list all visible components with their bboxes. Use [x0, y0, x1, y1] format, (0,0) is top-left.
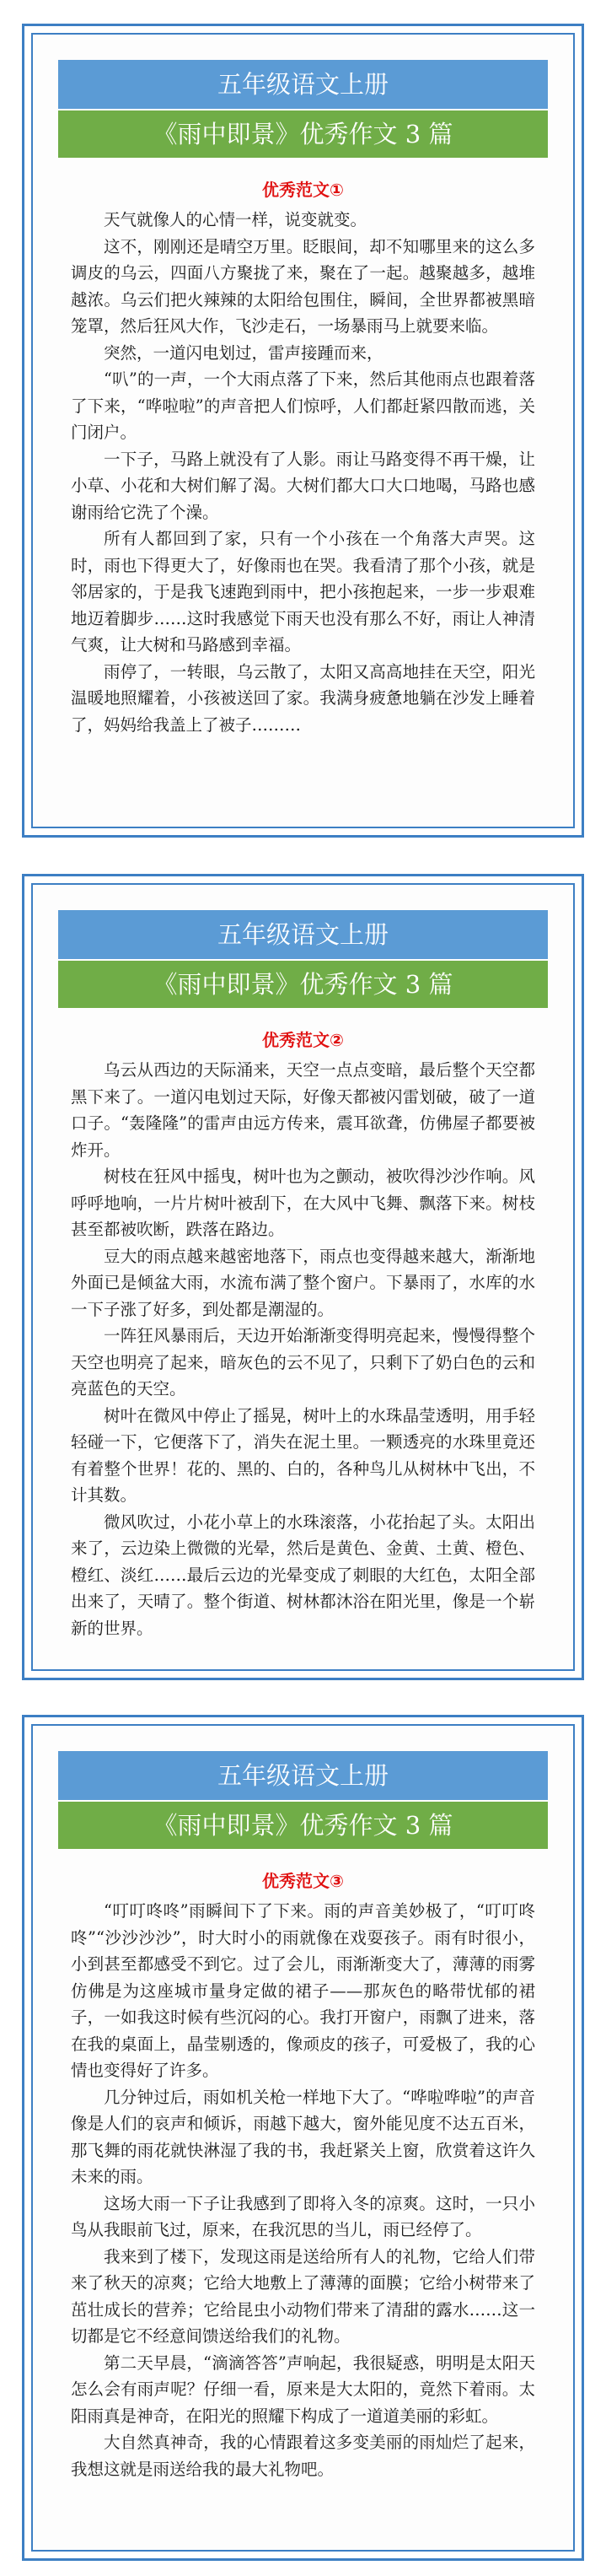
essay-paragraph: 所有人都回到了家，只有一个小孩在一个角落大声哭。这时，雨也下得更大了，好像雨也在哭。我看清了那个小孩，就是邻居家的，于是我飞速跑到雨中，把小孩抱起来，一步一步艰难地迈着脚步……这时我感觉下雨天也没有那么不好，雨让人神清气爽，让大树和马路感到幸福。 — [71, 529, 535, 655]
essay-paragraph: “叭”的一声，一个大雨点落了下来，然后其他雨点也跟着落了下来，“哗啦啦”的声音把人们惊呼，人们都赶紧四散而逃，关门闭户。 — [71, 369, 535, 442]
essay-paragraph: 这场大雨一下子让我感到了即将入冬的凉爽。这时，一只小鸟从我眼前飞过，原来，在我沉思的当儿，雨已经停了。 — [71, 2193, 535, 2239]
essay-card-2 — [22, 874, 584, 1680]
essay-paragraph: 突然，一道闪电划过，雷声接踵而来， — [104, 342, 383, 363]
essay-subtitle: 优秀范文① — [262, 180, 344, 200]
essay-body — [71, 1898, 535, 2482]
essay-paragraph: 这不，刚刚还是晴空万里。眨眼间，却不知哪里来的这么多调皮的乌云，四面八方聚拢了来，聚在了一起。越聚越多，越堆越浓。乌云们把火辣辣的太阳给包围住，瞬间，全世界都被黑暗笼罩，然后狂风大作，飞沙走石，一场暴雨马上就要来临。 — [71, 236, 535, 336]
essay-title-header: 《雨中即景》优秀作文 3 篇 — [58, 1802, 548, 1849]
grade-header: 五年级语文上册 — [58, 1751, 548, 1800]
grade-header: 五年级语文上册 — [58, 60, 548, 109]
essay-subtitle: 优秀范文③ — [262, 1871, 344, 1891]
essay-paragraph: “叮叮咚咚”雨瞬间下了下来。雨的声音美妙极了，“叮叮咚咚”“沙沙沙沙”，时大时小的雨就像在戏耍孩子。雨有时很小，小到甚至都感受不到它。过了会儿，雨渐渐变大了，薄薄的雨雾仿佛是为这座城市量身定做的裙子——那灰色的略带忧郁的裙子，一如我这时候有些沉闷的心。我打开窗户，雨飘了进来，落在我的桌面上，晶莹剔透的，像顽皮的孩子，可爱极了，我的心情也变得好了许多。 — [71, 1901, 535, 2080]
essay-paragraph: 我来到了楼下，发现这雨是送给所有人的礼物，它给人们带来了秋天的凉爽；它给大地敷上了薄薄的面膜；它给小树带来了茁壮成长的营养；它给昆虫小动物们带来了清甜的露水……这一切都是它不经意间馈送给我们的礼物。 — [71, 2246, 535, 2346]
essay-paragraph: 天气就像人的心情一样，说变就变。 — [104, 210, 367, 229]
grade-header: 五年级语文上册 — [58, 910, 548, 959]
essay-paragraph: 微风吹过，小花小草上的水珠滚落，小花抬起了头。太阳出来了，云边染上微微的光晕，然后是黄色、金黄、土黄、橙色、橙红、淡红……最后云边的光晕变成了刺眼的大红色，太阳全部出来了，天晴了。整个街道、树林都沐浴在阳光里，像是一个崭新的世界。 — [71, 1512, 535, 1638]
essay-paragraph: 乌云从西边的天际涌来，天空一点点变暗，最后整个天空都黑下来了。一道闪电划过天际，好像天都被闪雷划破，破了一道口子。“轰隆隆”的雷声由远方传来，震耳欲聋，仿佛屋子都要被炸开。 — [71, 1060, 535, 1160]
essay-paragraph: 树叶在微风中停止了摇晃，树叶上的水珠晶莹透明，用手轻轻碰一下，它便落下了，消失在泥土里。一颗透亮的水珠里竟还有着整个世界！花的、黑的、白的，各种鸟儿从树林中飞出，不计其数。 — [71, 1405, 535, 1505]
essay-paragraph: 大自然真神奇，我的心情跟着这多变美丽的雨灿烂了起来，我想这就是雨送给我的最大礼物吧。 — [71, 2433, 535, 2479]
essay-card-3 — [22, 1715, 584, 2561]
essay-body — [71, 207, 535, 738]
essay-paragraph: 树枝在狂风中摇曳，树叶也为之颤动，被吹得沙沙作响。风呼呼地响，一片片树叶被刮下，在大风中飞舞、飘落下来。树枝甚至都被吹断，跌落在路边。 — [71, 1167, 535, 1239]
essay-paragraph: 一下子，马路上就没有了人影。雨让马路变得不再干燥，让小草、小花和大树们解了渴。大树们都大口大口地喝，马路也感谢雨给它洗了个澡。 — [71, 449, 535, 522]
essay-paragraph: 几分钟过后，雨如机关枪一样地下大了。“哗啦哗啦”的声音像是人们的哀声和倾诉，雨越下越大，窗外能见度不达五百米，那飞舞的雨花就快淋湿了我的书，我赶紧关上窗，欣赏着这许久未来的雨。 — [71, 2087, 535, 2186]
essay-body — [71, 1057, 535, 1641]
essay-paragraph: 一阵狂风暴雨后，天边开始渐渐变得明亮起来，慢慢得整个天空也明亮了起来，暗灰色的云不见了，只剩下了奶白色的云和亮蓝色的天空。 — [71, 1326, 535, 1398]
essay-title-header: 《雨中即景》优秀作文 3 篇 — [58, 110, 548, 158]
essay-subtitle: 优秀范文② — [262, 1030, 344, 1050]
essay-paragraph: 豆大的雨点越来越密地落下，雨点也变得越来越大，渐渐地外面已是倾盆大雨，水流布满了整个窗户。下暴雨了，水库的水一下子涨了好多，到处都是潮湿的。 — [71, 1246, 535, 1319]
essay-paragraph: 第二天早晨，“滴滴答答”声响起，我很疑惑，明明是太阳天怎么会有雨声呢？仔细一看，原来是大太阳的，竟然下着雨。太阳雨真是神奇，在阳光的照耀下构成了一道道美丽的彩虹。 — [71, 2352, 535, 2426]
essay-card-1 — [22, 24, 584, 838]
essay-paragraph: 雨停了，一转眼，乌云散了，太阳又高高地挂在天空，阳光温暖地照耀着，小孩被送回了家。我满身疲惫地躺在沙发上睡着了，妈妈给我盖上了被子……… — [71, 661, 535, 735]
essay-title-header: 《雨中即景》优秀作文 3 篇 — [58, 961, 548, 1008]
